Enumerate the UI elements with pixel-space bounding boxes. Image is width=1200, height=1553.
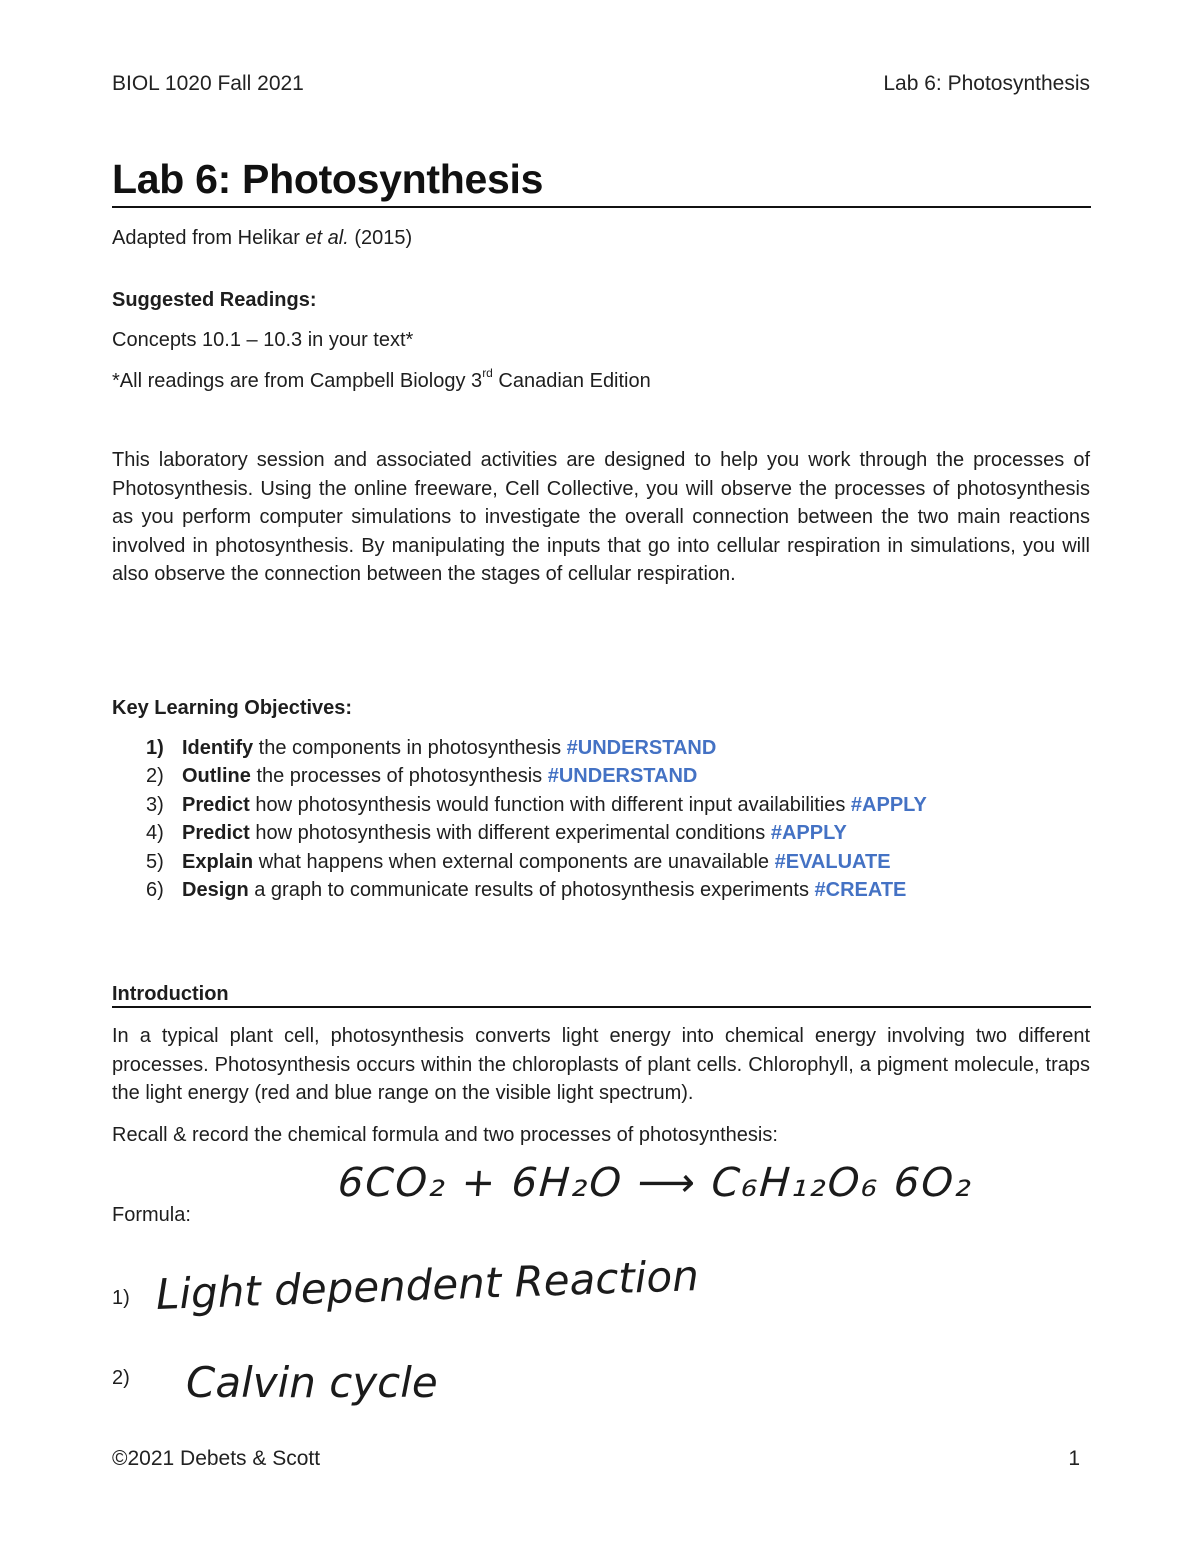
process-2-label: 2) [112,1367,130,1389]
recall-instruction: Recall & record the chemical formula and two processes of photosynthesis: [112,1124,778,1146]
objective-number: 1) [146,737,164,759]
objective-text: how photosynthesis with different experimental conditions [249,822,771,845]
handwritten-formula: 6CO₂ + 6H₂O ⟶ C₆H₁₂O₆ 6O₂ [336,1160,975,1206]
header-course: BIOL 1020 Fall 2021 [112,72,304,95]
introduction-body: In a typical plant cell, photosynthesis converts light energy into chemical energy involving two different processes. Photosynthesis occurs within the chloroplasts of plant cells. Chlorophyll, a pigment molecule, traps the light energy (red and blue range on the visible light spectrum). [112,1025,1090,1105]
title-rule [112,206,1091,208]
objective-item [112,762,1092,790]
objective-verb: Predict [182,822,250,845]
objective-item [112,848,1092,876]
objective-verb: Identify [182,737,254,759]
objective-tag: #EVALUATE [774,850,891,873]
intro-paragraph: This laboratory session and associated activities are designed to help you work through the processes of Photosynthesis. Using the online freeware, Cell Collective, you will observe the processes of photosynthesis as you perform computer simulations to investigate the overall connection between the two main reactions involved in photosynthesis. By manipulating the inputs that go into cellular respiration in simulations, you will also observe the connection between the stages of cellular respiration. [112,449,1090,586]
objective-item [112,734,1092,762]
objective-text: the components in photosynthesis [253,737,567,759]
objective-text: what happens when external components are unavailable [253,850,775,873]
objectives-list [112,734,1092,904]
objective-verb: Predict [182,793,250,816]
adapted-from [112,224,412,252]
handwritten-answer-2: Calvin cycle [186,1358,438,1407]
footer-copyright: ©2021 Debets & Scott [112,1447,321,1470]
objectives-heading: Key Learning Objectives: [112,697,353,719]
objective-verb: Explain [182,850,254,873]
adapted-prefix: Adapted from Helikar [112,227,306,249]
objective-item [112,791,1092,819]
adapted-suffix: (2015) [348,227,413,249]
objective-text: how photosynthesis would function with different input availabilities [249,793,851,816]
objective-number: 2) [146,765,164,788]
adapted-etal: et al. [305,227,349,249]
readings-note-suffix: Canadian Edition [492,370,651,392]
objective-tag: #CREATE [814,878,907,901]
objective-number: 4) [146,822,164,845]
objective-tag: #UNDERSTAND [547,765,698,788]
readings-note [112,367,651,395]
readings-concepts: Concepts 10.1 – 10.3 in your text* [112,329,414,351]
objective-tag: #UNDERSTAND [566,737,717,759]
process-1-label: 1) [112,1287,130,1309]
introduction-rule [112,1006,1091,1008]
objective-verb: Outline [182,765,251,788]
objective-number: 3) [146,793,164,816]
objective-item [112,819,1092,847]
objective-text: a graph to communicate results of photosynthesis experiments [248,878,815,901]
objective-item [112,876,1092,904]
objective-number: 6) [146,878,164,901]
page-number: 1 [1068,1447,1080,1470]
readings-heading: Suggested Readings: [112,289,317,311]
objective-tag: #APPLY [850,793,927,816]
readings-note-sup: rd [482,366,493,381]
objective-tag: #APPLY [770,822,847,845]
handwritten-answer-1: Light dependent Reaction [155,1251,700,1319]
header-lab: Lab 6: Photosynthesis [883,72,1090,95]
objective-text: the processes of photosynthesis [250,765,548,788]
objective-number: 5) [146,850,164,873]
objective-verb: Design [182,878,249,901]
introduction-heading: Introduction [112,983,229,1005]
readings-note-prefix: *All readings are from Campbell Biology 3 [112,370,483,392]
page-title: Lab 6: Photosynthesis [112,156,544,202]
formula-label: Formula: [112,1204,191,1226]
